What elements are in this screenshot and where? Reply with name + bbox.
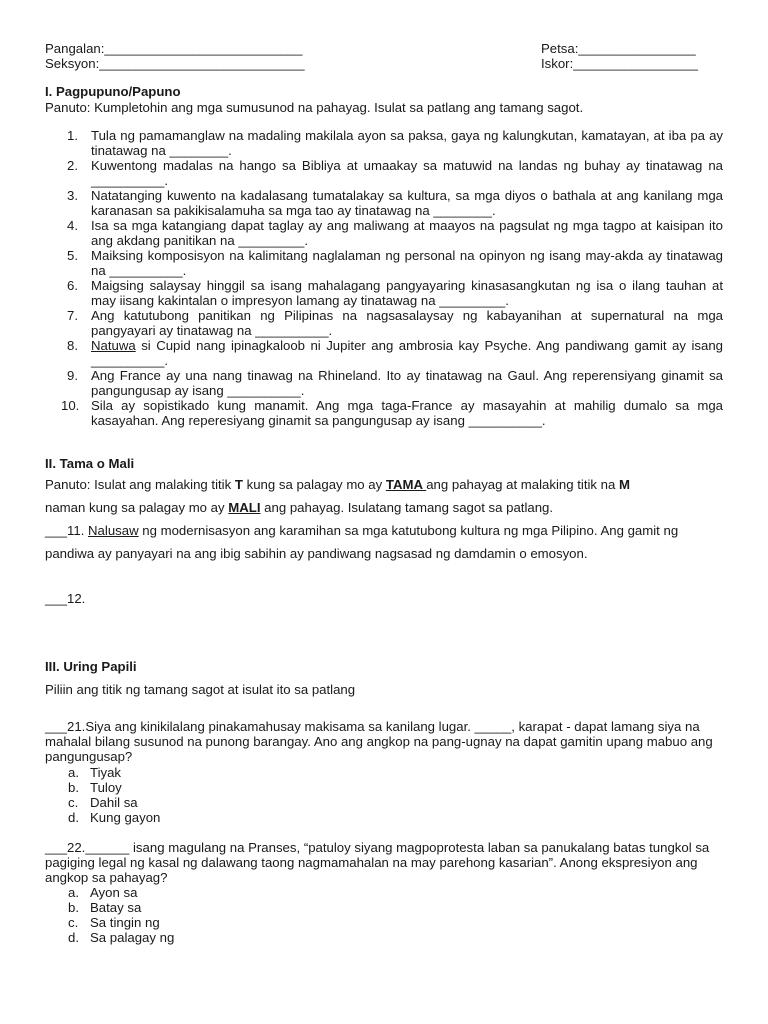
option-letter: a. bbox=[68, 765, 79, 780]
instr-bold-mali: MALI bbox=[228, 500, 261, 515]
option-text: Sa palagay ng bbox=[90, 930, 175, 945]
item-number: 3. bbox=[67, 188, 78, 203]
option-a bbox=[68, 765, 160, 780]
option-letter: b. bbox=[68, 780, 79, 795]
option-c bbox=[68, 795, 160, 810]
item-number: 2. bbox=[67, 158, 78, 173]
option-text: Tiyak bbox=[90, 765, 122, 780]
item-number: 5. bbox=[67, 248, 78, 263]
list-item bbox=[45, 128, 723, 158]
option-letter: c. bbox=[68, 795, 79, 810]
instr-bold-tama: TAMA bbox=[385, 477, 427, 492]
item-text: Ang France ay una nang tinawag na Rhineland. Ito ay tinatawag na Gaul. Ang reperensiyang ginamit sa pangungusap ay isang __________. bbox=[91, 368, 723, 398]
item-number: 7. bbox=[67, 308, 78, 323]
part1-items bbox=[45, 128, 723, 428]
item-text: Natatanging kuwento na kadalasang tumatalakay sa kultura, sa mga diyos o bathala at ang kanilang mga karanasan sa pakikisalamuha sa mga tao ay tinatawag na ________. bbox=[91, 188, 723, 218]
instr-text: ang pahayag at malaking titik na bbox=[426, 477, 619, 492]
item-number: 9. bbox=[67, 368, 78, 383]
item-number: 1. bbox=[67, 128, 78, 143]
date-field: Petsa:________________ bbox=[541, 41, 696, 56]
underlined-word: Nalusaw bbox=[88, 523, 139, 538]
list-item bbox=[45, 278, 723, 308]
item-text: Kuwentong madalas na hango sa Bibliya at umaakay sa matuwid na landas ng buhay ay tinatawag na __________. bbox=[91, 158, 723, 188]
part2-instructions bbox=[45, 473, 723, 519]
option-d bbox=[68, 810, 160, 825]
instr-bold-m: M bbox=[619, 477, 630, 492]
option-text: Ayon sa bbox=[90, 885, 138, 900]
option-letter: a. bbox=[68, 885, 79, 900]
option-text: Dahil sa bbox=[90, 795, 138, 810]
question-22-options bbox=[68, 885, 174, 945]
part1-title: I. Pagpupuno/Papuno bbox=[45, 84, 181, 99]
section-field: Seksyon:____________________________ bbox=[45, 56, 305, 71]
question-21-options bbox=[68, 765, 160, 825]
question-12: ___12. bbox=[45, 591, 86, 606]
item-text: Ang katutubong panitikan ng Pilipinas na nagsasalaysay ng kabayanihan at supernatural na mga pangyayari ay tinatawag na __________. bbox=[91, 308, 723, 338]
list-item bbox=[45, 188, 723, 218]
item-text: si Cupid nang ipinagkaloob ni Jupiter ang ambrosia kay Psyche. Ang pandiwang gamit ay isang __________. bbox=[91, 338, 723, 368]
question-text: ng modernisasyon ang karamihan sa mga katutubong kultura ng mga Pilipino. Ang gamit ng pandiwa ay panyayari na ang ibig sabihin ay pandiwang nagsasad ng damdamin o emosyon. bbox=[45, 523, 679, 561]
score-field: Iskor:_________________ bbox=[541, 56, 698, 71]
item-text: Maiksing komposisyon na kalimitang naglalaman ng personal na opinyon ng isang may-akda ay tinatawag na __________. bbox=[91, 248, 723, 278]
list-item bbox=[45, 398, 723, 428]
option-letter: d. bbox=[68, 810, 79, 825]
part2-title: II. Tama o Mali bbox=[45, 456, 135, 471]
instr-bold-t: T bbox=[234, 477, 243, 492]
item-text: Sila ay sopistikado kung manamit. Ang mga taga-France ay masayahin at mahilig dumalo sa mga kasayahan. Ang reperesiyang ginamit sa pangungusap ay isang __________. bbox=[91, 398, 723, 428]
option-c bbox=[68, 915, 174, 930]
option-d bbox=[68, 930, 174, 945]
item-number: 10. bbox=[61, 398, 80, 413]
list-item bbox=[45, 368, 723, 398]
option-letter: d. bbox=[68, 930, 79, 945]
part3-instructions: Piliin ang titik ng tamang sagot at isulat ito sa patlang bbox=[45, 682, 356, 697]
list-item bbox=[45, 158, 723, 188]
item-number: 4. bbox=[67, 218, 78, 233]
list-item bbox=[45, 308, 723, 338]
option-b bbox=[68, 900, 174, 915]
option-a bbox=[68, 885, 174, 900]
list-item bbox=[45, 248, 723, 278]
item-text: Tula ng pamamanglaw na madaling makilala ayon sa paksa, gaya ng kalungkutan, kamatayan, at iba pa ay tinatawag na ________. bbox=[91, 128, 723, 158]
instr-text: Panuto: Isulat ang malaking titik bbox=[45, 477, 235, 492]
answer-blank: ___11. bbox=[45, 523, 89, 538]
option-b bbox=[68, 780, 160, 795]
list-item bbox=[45, 338, 723, 368]
question-21: ___21.Siya ang kinikilalang pinakamahusay makisama sa kanilang lugar. _____, karapat - dapat lamang siya na mahalal bilang susunod na punong barangay. Ano ang angkop na pang-ugnay na dapat gamitin upang mabuo ang pangungusap? bbox=[45, 719, 713, 764]
item-underlined-word: Natuwa bbox=[91, 338, 136, 353]
item-number: 6. bbox=[67, 278, 78, 293]
option-text: Tuloy bbox=[90, 780, 122, 795]
instr-text: naman kung sa palagay mo ay bbox=[45, 500, 229, 515]
question-22: ___22.______ isang magulang na Pranses, “patuloy siyang magpoprotesta laban sa panukalang batas tungkol sa pagiging legal ng kasal ng dalawang taong nagmamahalan na may parehong kasarian”. Anong ekspresiyon ang angkop sa pahayag? bbox=[45, 840, 710, 885]
item-number: 8. bbox=[67, 338, 78, 353]
item-text: Isa sa mga katangiang dapat taglay ay ang maliwang at maayos na pagsulat ng mga tagpo at kaisipan ito ang akdang panitikan na _________. bbox=[91, 218, 723, 248]
instr-text: ang pahayag. Isulatang tamang sagot sa patlang. bbox=[260, 500, 554, 515]
option-text: Kung gayon bbox=[90, 810, 161, 825]
instr-text: kung sa palagay mo ay bbox=[242, 477, 386, 492]
list-item bbox=[45, 218, 723, 248]
part1-instructions: Panuto: Kumpletohin ang mga sumusunod na pahayag. Isulat sa patlang ang tamang sagot. bbox=[45, 100, 584, 115]
name-field: Pangalan:___________________________ bbox=[45, 41, 303, 56]
option-text: Sa tingin ng bbox=[90, 915, 160, 930]
option-text: Batay sa bbox=[90, 900, 142, 915]
option-letter: c. bbox=[68, 915, 79, 930]
item-text: Maigsing salaysay hinggil sa isang mahalagang pangyayaring kinasasangkutan ng isa o ilang tauhan at may iisang kakintalan o impresyon lamang ay tinatawag na _________. bbox=[91, 278, 723, 308]
part3-title: III. Uring Papili bbox=[45, 659, 137, 674]
question-11 bbox=[45, 519, 723, 565]
option-letter: b. bbox=[68, 900, 79, 915]
